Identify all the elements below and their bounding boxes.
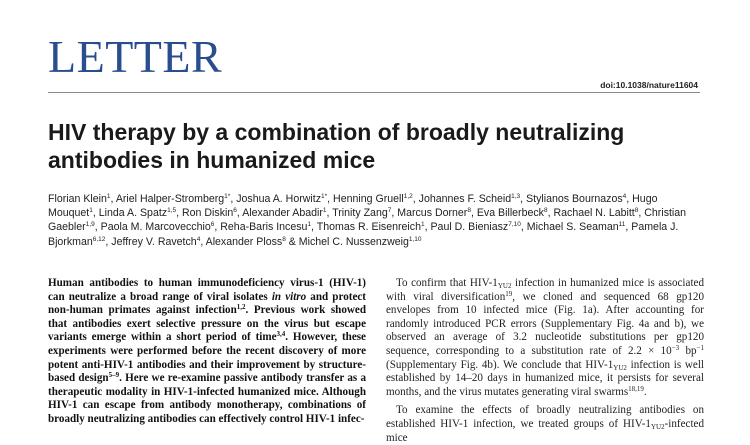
author-name: Florian Klein [48, 193, 107, 205]
author-name: Hugo Mouquet [48, 193, 658, 220]
author-separator: , [626, 193, 633, 205]
author-separator: , [412, 193, 419, 205]
body-paragraph-1: To confirm that HIV-$1_{YU2}$ infection in humanized mice is associated with viral diversification$^{19}$, we cloned and sequenced 68 gp120 envelopes from 10 infected mice (Fig. 1a). After accounting for randomly introduced PCR errors (Supplementary Fig. 4a and b), we observed an average of 3.2 nucleotide substitutions per gp120 sequence, corresponding to a substitution rate of $2.2 \times 10^{-3}$ $bp^{-1}$ (Supplementary Fig. 4b). We conclude that HIV-$1_{YU2}$ infection is well established by 14–20 days in humanized mice, it persists for several months, and the virus mutates generating viral swarms$^{18,19}$. [386, 277, 704, 398]
author-name: Jeffrey V. Ravetch [111, 235, 197, 248]
author-affiliation: 1,3 [511, 193, 521, 200]
author-name: Joshua A. Horwitz [236, 193, 321, 205]
author-name: Stylianos Bournazos [526, 193, 623, 205]
body-paragraph-2: To examine the effects of broadly neutralizing antibodies on established HIV-1 infection, we treated groups of HIV-$1_{YU2}$-infected mice [386, 404, 704, 444]
author-affiliation: 1,10 [408, 235, 422, 243]
author-affiliation: 1 [322, 207, 327, 215]
author-entry [317, 221, 431, 233]
author-separator: , [214, 221, 221, 234]
author-entry [332, 207, 397, 219]
doi-label: doi:10.1038/nature11604 [600, 80, 698, 90]
author-name: Marcus Dorner [397, 207, 468, 220]
author-name: Michael S. Seaman [526, 221, 619, 234]
author-entry [182, 207, 242, 219]
author-entry [242, 207, 332, 219]
author-entry [206, 236, 299, 248]
author-entry [48, 193, 116, 205]
section-label: LETTER [48, 31, 223, 82]
author-entry [111, 236, 205, 248]
author-separator: , [200, 235, 206, 248]
author-name: Paola M. Marcovecchio [100, 221, 211, 234]
author-separator: , [92, 207, 99, 220]
author-affiliation: 8 [282, 235, 286, 243]
author-affiliation: 1,5 [167, 207, 177, 215]
author-name: Rachael N. Labitt [553, 207, 635, 220]
author-entry [397, 207, 477, 219]
author-entry [101, 221, 221, 233]
author-name: Pamela J. Bjorkman [48, 221, 679, 248]
author-separator: , [391, 207, 398, 220]
author-entry [430, 221, 526, 233]
author-entry [527, 221, 632, 233]
author-entry [116, 193, 236, 205]
author-affiliation: 4 [196, 235, 201, 243]
author-name: Johannes F. Scheid [418, 193, 512, 205]
author-affiliation: 8 [467, 207, 471, 215]
author-affiliation: 1 [420, 221, 425, 229]
author-entry [477, 207, 554, 219]
author-affiliation: 6 [233, 207, 237, 215]
article-title: HIV therapy by a combination of broadly neutralizing antibodies in humanized mice [48, 119, 625, 173]
author-separator: , [105, 235, 112, 248]
author-separator: , [424, 221, 431, 234]
author-entry [99, 207, 182, 219]
author-name: Alexander Abadir [242, 207, 323, 220]
author-affiliation: 8 [543, 207, 548, 215]
author-separator: , [470, 207, 477, 220]
author-name: Ariel Halper-Stromberg [115, 193, 225, 205]
author-entry [220, 221, 316, 233]
author-name: Michel C. Nussenzweig [298, 235, 409, 248]
author-affiliation: 1* [321, 193, 328, 200]
author-entry [299, 236, 422, 248]
author-affiliation: 1,9 [85, 221, 95, 229]
author-affiliation: 6,12 [92, 235, 106, 243]
author-name: Ron Diskin [182, 207, 234, 220]
author-affiliation: 1* [224, 193, 231, 200]
author-entry [236, 193, 333, 205]
author-separator: , [547, 207, 554, 220]
author-entry [419, 193, 526, 205]
author-affiliation: 6 [210, 221, 215, 229]
author-affiliation: 1 [106, 193, 111, 200]
author-separator: & [285, 235, 299, 248]
author-name: Paul D. Bieniasz [430, 221, 509, 234]
author-name: Christian Gaebler [48, 207, 687, 234]
header-rule [48, 92, 700, 93]
author-name: Henning Gruell [333, 193, 404, 205]
body-column [386, 277, 704, 445]
author-separator: , [638, 207, 645, 220]
author-separator: , [94, 221, 101, 234]
author-affiliation: 8 [634, 207, 639, 215]
author-separator: , [625, 221, 632, 234]
author-separator: , [236, 207, 243, 220]
abstract-column [48, 277, 366, 427]
author-separator: , [110, 193, 116, 205]
abstract-paragraph: Human antibodies to human immunodeficiency virus-1 (HIV-1) can neutralize a broad range of viral isolates in vitro and protect non-human primates against infection$^{1,2}$. Previous work showed that antibodies exert selective pressure on the virus but escape variants emerge within a short period of time$^{3,4}$. However, these experiments were performed before the recent discovery of more potent anti-HIV-1 antibodies and their improvement by structure-based design$^{5-9}$. Here we re-examine passive antibody transfer as a therapeutic modality in HIV-1-infected humanized mice. Although HIV-1 can escape from antibody monotherapy, combinations of broadly neutralizing antibodies can effectively control HIV-1 infec- [48, 277, 366, 425]
author-separator: , [311, 221, 317, 234]
author-separator: , [326, 207, 333, 220]
author-separator: , [520, 221, 527, 234]
author-affiliation: 7 [387, 207, 392, 215]
author-name: Alexander Ploss [205, 235, 283, 248]
author-separator: , [520, 193, 527, 205]
author-affiliation: 1,2 [403, 193, 413, 200]
author-affiliation: 7,10 [508, 221, 521, 229]
author-affiliation: 1 [307, 221, 312, 229]
author-separator: , [176, 207, 183, 220]
author-list [48, 192, 708, 249]
author-separator: , [230, 193, 237, 205]
author-entry [333, 193, 419, 205]
author-name: Thomas R. Eisenreich [316, 221, 421, 234]
author-name: Reha-Baris Incesu [220, 221, 308, 234]
author-name: Linda A. Spatz [98, 207, 168, 220]
author-separator: , [327, 193, 334, 205]
author-affiliation: 1 [89, 207, 93, 215]
author-name: Eva Billerbeck [476, 207, 544, 220]
author-affiliation: 11 [618, 221, 626, 229]
author-affiliation: 4 [622, 193, 627, 200]
author-name: Trinity Zang [332, 207, 388, 220]
author-entry [526, 193, 632, 205]
author-entry [553, 207, 644, 219]
